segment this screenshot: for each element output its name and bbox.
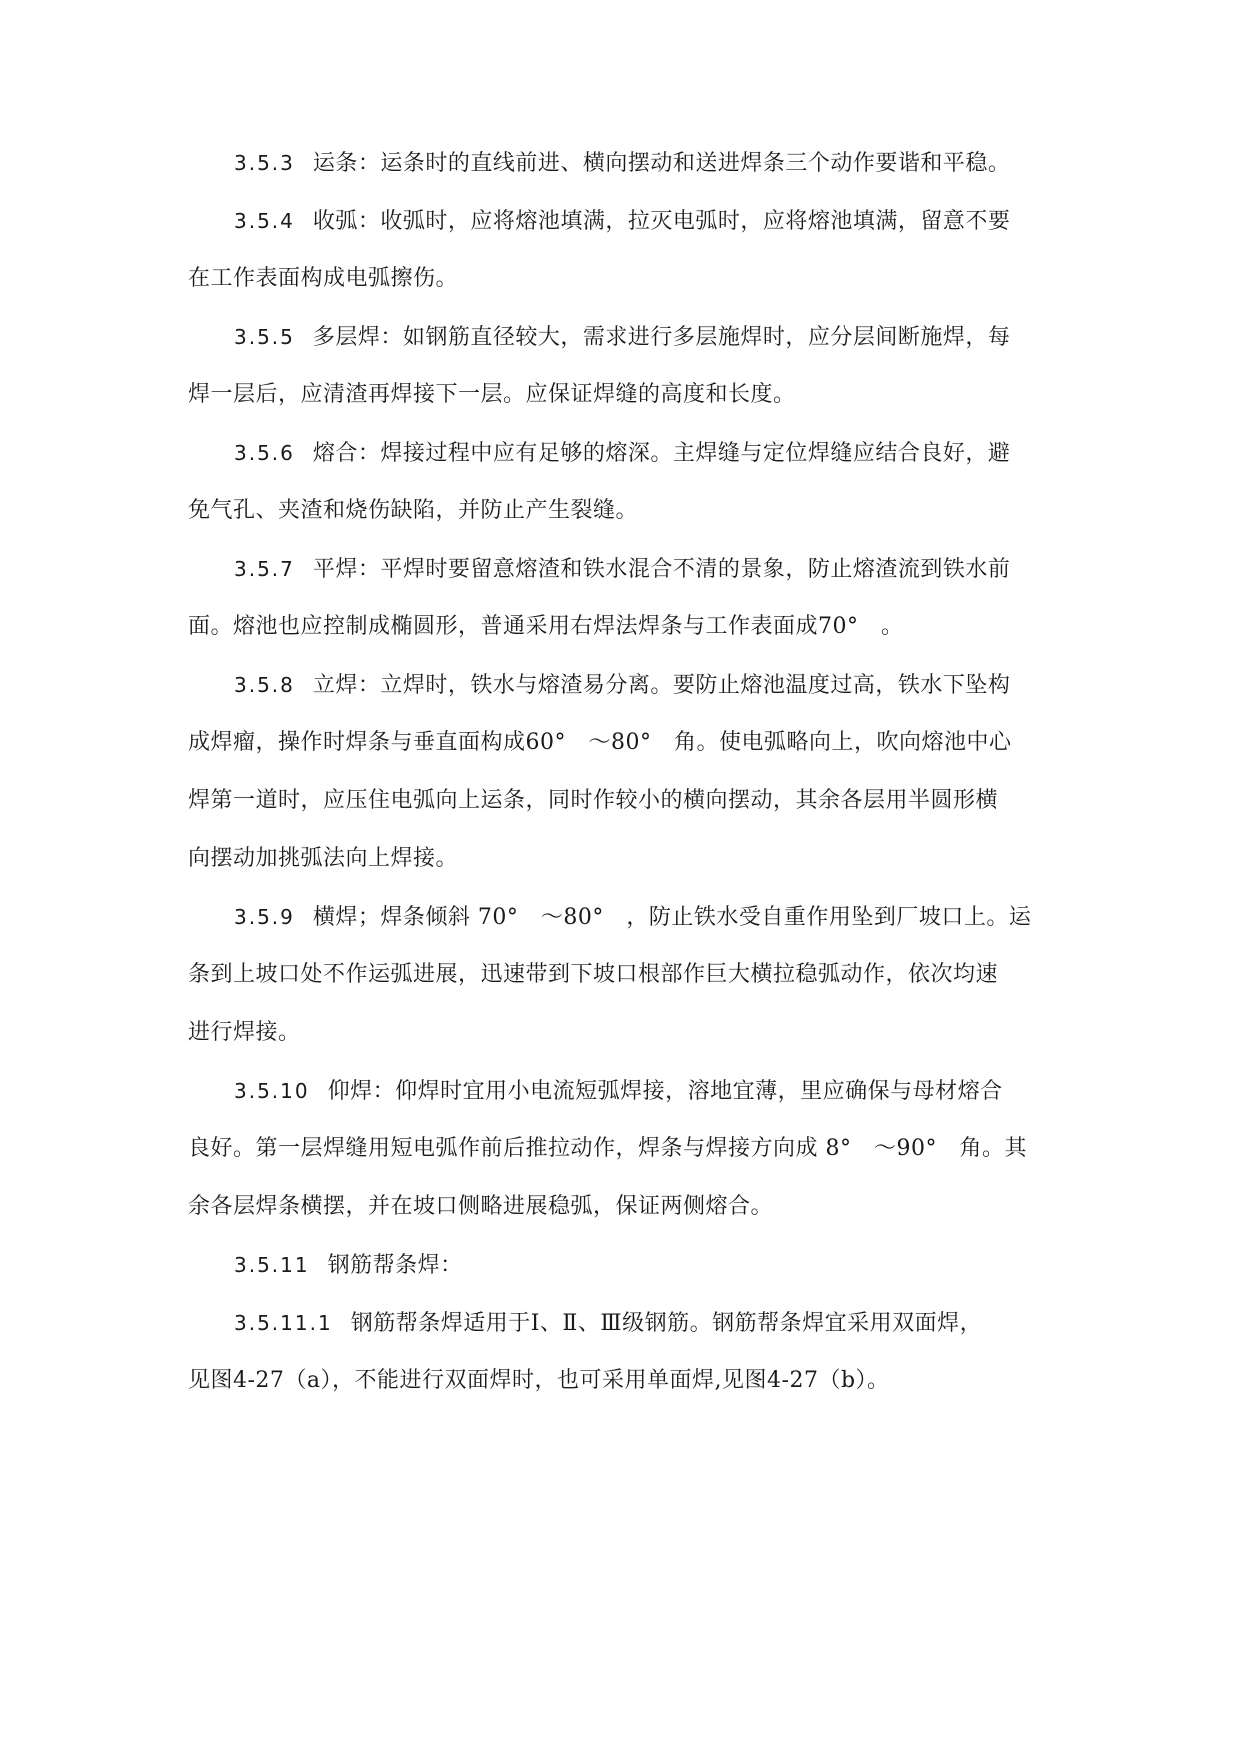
paragraph-continuation: 向摆动加挑弧法向上焊接。 xyxy=(188,846,459,871)
section-number: 3.5.11.1 xyxy=(234,1311,333,1335)
paragraph-continuation: 焊一层后，应清渣再焊接下一层。应保证焊缝的高度和长度。 xyxy=(188,382,796,407)
paragraph-text: 运条：运条时的直线前进、横向摆动和送进焊条三个动作要谐和平稳。 xyxy=(312,151,1011,176)
paragraph-text: 横焊；焊条倾斜 70° ～80° ，防止铁水受自重作用坠到厂坡口上。运 xyxy=(312,905,1032,930)
paragraph-3-5-9 xyxy=(234,902,1134,933)
paragraph-continuation: 免气孔、夹渣和烧伤缺陷，并防止产生裂缝。 xyxy=(188,498,639,523)
paragraph-continuation: 余各层焊条横摆，并在坡口侧略进展稳弧，保证两侧熔合。 xyxy=(188,1194,774,1219)
paragraph-text: 多层焊：如钢筋直径较大，需求进行多层施焊时，应分层间断施焊，每 xyxy=(312,325,1011,350)
paragraph-text: 钢筋帮条焊适用于Ⅰ、Ⅱ、Ⅲ级钢筋。钢筋帮条焊宜采用双面焊， xyxy=(350,1311,983,1336)
paragraph-3-5-7 xyxy=(234,554,1134,585)
paragraph-3-5-11-1 xyxy=(234,1308,1134,1339)
paragraph-3-5-5 xyxy=(234,322,1134,353)
paragraph-text: 熔合：焊接过程中应有足够的熔深。主焊缝与定位焊缝应结合良好，避 xyxy=(312,441,1011,466)
paragraph-continuation: 条到上坡口处不作运弧进展，迅速带到下坡口根部作巨大横拉稳弧动作，依次均速 xyxy=(188,962,999,987)
section-number: 3.5.9 xyxy=(234,905,295,929)
paragraph-continuation: 成焊瘤，操作时焊条与垂直面构成60° ～80° 角。使电弧略向上，吹向熔池中心 xyxy=(188,730,1012,755)
section-number: 3.5.10 xyxy=(234,1079,310,1103)
paragraph-continuation: 在工作表面构成电弧擦伤。 xyxy=(188,266,459,291)
paragraph-3-5-6 xyxy=(234,438,1134,469)
paragraph-text: 收弧：收弧时，应将熔池填满，拉灭电弧时，应将熔池填满，留意不要 xyxy=(312,209,1011,234)
paragraph-3-5-10 xyxy=(234,1076,1134,1107)
paragraph-text: 仰焊：仰焊时宜用小电流短弧焊接，溶地宜薄，里应确保与母材熔合 xyxy=(327,1079,1003,1104)
paragraph-continuation: 面。熔池也应控制成椭圆形，普通采用右焊法焊条与工作表面成70° 。 xyxy=(188,614,904,639)
paragraph-3-5-11 xyxy=(234,1250,1134,1281)
section-number: 3.5.4 xyxy=(234,209,295,233)
paragraph-continuation: 焊第一道时，应压住电弧向上运条，同时作较小的横向摆动，其余各层用半圆形横 xyxy=(188,788,999,813)
section-number: 3.5.7 xyxy=(234,557,295,581)
paragraph-3-5-3 xyxy=(234,148,1134,179)
section-number: 3.5.8 xyxy=(234,673,295,697)
paragraph-text: 立焊：立焊时，铁水与熔渣易分离。要防止熔池温度过高，铁水下坠构 xyxy=(312,673,1011,698)
paragraph-text: 钢筋帮条焊： xyxy=(327,1253,463,1278)
paragraph-continuation: 进行焊接。 xyxy=(188,1020,301,1045)
paragraph-3-5-4 xyxy=(234,206,1134,237)
section-number: 3.5.3 xyxy=(234,151,295,175)
paragraph-continuation: 良好。第一层焊缝用短电弧作前后推拉动作，焊条与焊接方向成 8° ～90° 角。其 xyxy=(188,1136,1027,1161)
section-number: 3.5.5 xyxy=(234,325,295,349)
paragraph-text: 平焊：平焊时要留意熔渣和铁水混合不清的景象，防止熔渣流到铁水前 xyxy=(312,557,1011,582)
section-number: 3.5.6 xyxy=(234,441,295,465)
section-number: 3.5.11 xyxy=(234,1253,310,1277)
paragraph-continuation: 见图4-27（a），不能进行双面焊时，也可采用单面焊,见图4-27（b）。 xyxy=(188,1368,890,1393)
paragraph-3-5-8 xyxy=(234,670,1134,701)
